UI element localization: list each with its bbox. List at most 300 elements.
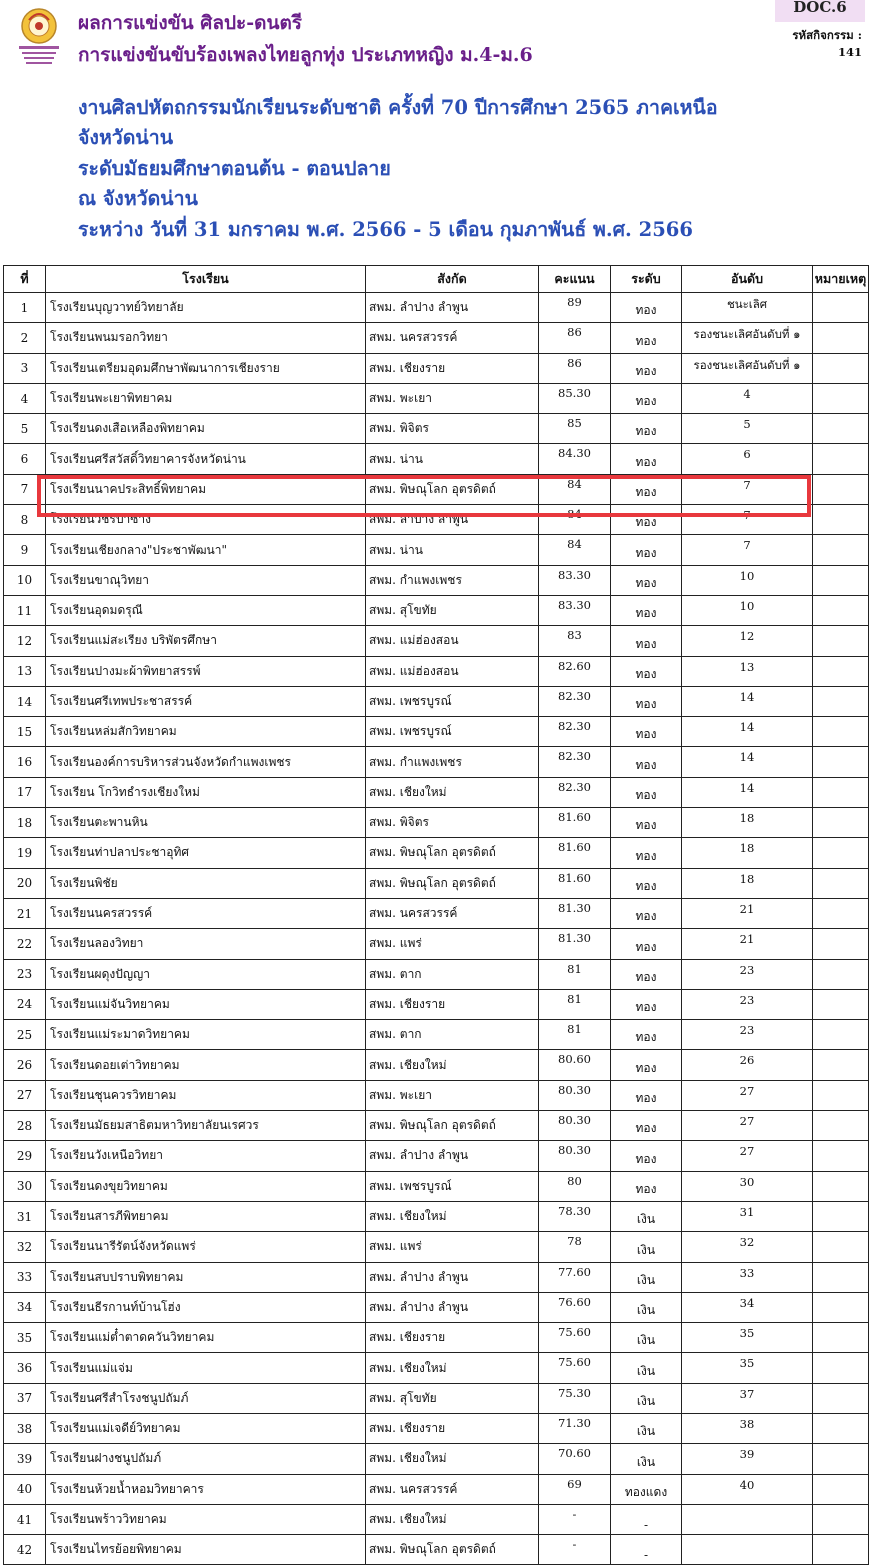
cell-rank: 18	[682, 868, 813, 898]
cell-note	[813, 414, 869, 444]
cell-score: 84	[539, 505, 611, 535]
cell-note	[813, 383, 869, 413]
cell-level: ทอง	[611, 686, 682, 716]
cell-school: โรงเรียนธีรกานท์บ้านโฮ่ง	[46, 1292, 366, 1322]
cell-rank: 7	[682, 535, 813, 565]
cell-score: -	[539, 1504, 611, 1534]
cell-affiliation: สพม. เชียงราย	[366, 353, 539, 383]
cell-score: 69	[539, 1474, 611, 1504]
cell-note	[813, 1171, 869, 1201]
cell-school: โรงเรียนดงขุยวิทยาคม	[46, 1171, 366, 1201]
cell-rank	[682, 1535, 813, 1565]
cell-level: ทอง	[611, 989, 682, 1019]
cell-school: โรงเรียนแม่เจดีย์วิทยาคม	[46, 1413, 366, 1443]
cell-score: 80.30	[539, 1080, 611, 1110]
cell-school: โรงเรียนตะพานหิน	[46, 808, 366, 838]
cell-score: 82.60	[539, 656, 611, 686]
cell-affiliation: สพม. แม่ฮ่องสอน	[366, 656, 539, 686]
cell-level: ทอง	[611, 808, 682, 838]
table-row	[4, 505, 869, 535]
cell-school: โรงเรียนศรีสำโรงชนูปถัมภ์	[46, 1383, 366, 1413]
cell-score: 81.60	[539, 808, 611, 838]
cell-level: ทอง	[611, 595, 682, 625]
cell-school: โรงเรียนไทรย้อยพิทยาคม	[46, 1535, 366, 1565]
cell-level: ทอง	[611, 717, 682, 747]
table-row	[4, 1201, 869, 1231]
activity-code-label: รหัสกิจกรรม :	[792, 28, 862, 42]
cell-rank: 21	[682, 898, 813, 928]
cell-score: 84	[539, 535, 611, 565]
cell-level: เงิน	[611, 1383, 682, 1413]
cell-affiliation: สพม. นครสวรรค์	[366, 323, 539, 353]
cell-score: 82.30	[539, 747, 611, 777]
cell-no: 28	[4, 1111, 46, 1141]
cell-affiliation: สพม. ลำปาง ลำพูน	[366, 293, 539, 323]
cell-rank: 7	[682, 474, 813, 504]
cell-affiliation: สพม. เชียงใหม่	[366, 1504, 539, 1534]
cell-affiliation: สพม. นครสวรรค์	[366, 1474, 539, 1504]
cell-affiliation: สพม. แพร่	[366, 929, 539, 959]
cell-note	[813, 565, 869, 595]
cell-level: ทอง	[611, 1111, 682, 1141]
cell-school: โรงเรียนอุดมดรุณี	[46, 595, 366, 625]
cell-no: 13	[4, 656, 46, 686]
cell-no: 32	[4, 1232, 46, 1262]
table-row	[4, 1171, 869, 1201]
table-row	[4, 1383, 869, 1413]
cell-score: 81	[539, 959, 611, 989]
cell-no: 23	[4, 959, 46, 989]
cell-no: 38	[4, 1413, 46, 1443]
cell-level: เงิน	[611, 1323, 682, 1353]
cell-rank: 33	[682, 1262, 813, 1292]
cell-note	[813, 1353, 869, 1383]
table-row	[4, 1262, 869, 1292]
cell-affiliation: สพม. น่าน	[366, 444, 539, 474]
cell-score: 85	[539, 414, 611, 444]
cell-note	[813, 1474, 869, 1504]
cell-note	[813, 293, 869, 323]
cell-affiliation: สพม. ตาก	[366, 959, 539, 989]
cell-no: 4	[4, 383, 46, 413]
table-row	[4, 1141, 869, 1171]
cell-affiliation: สพม. แม่ฮ่องสอน	[366, 626, 539, 656]
cell-note	[813, 898, 869, 928]
cell-rank: 13	[682, 656, 813, 686]
cell-level: ทองแดง	[611, 1474, 682, 1504]
cell-level: ทอง	[611, 626, 682, 656]
cell-school: โรงเรียนศรีเทพประชาสรรค์	[46, 686, 366, 716]
cell-affiliation: สพม. เชียงใหม่	[366, 1201, 539, 1231]
results-table	[3, 265, 869, 1565]
cell-affiliation: สพม. เชียงใหม่	[366, 1353, 539, 1383]
cell-score: 80.30	[539, 1111, 611, 1141]
cell-rank: 23	[682, 959, 813, 989]
cell-level: ทอง	[611, 1050, 682, 1080]
cell-affiliation: สพม. กำแพงเพชร	[366, 565, 539, 595]
cell-note	[813, 777, 869, 807]
cell-score: 81.60	[539, 868, 611, 898]
table-row	[4, 1292, 869, 1322]
cell-rank: 18	[682, 808, 813, 838]
cell-note	[813, 1262, 869, 1292]
header-rank: อันดับ	[682, 266, 813, 293]
cell-level: ทอง	[611, 898, 682, 928]
event-dates: ระหว่าง วันที่ 31 มกราคม พ.ศ. 2566 - 5 เดือน กุมภาพันธ์ พ.ศ. 2566	[78, 218, 693, 241]
cell-no: 39	[4, 1444, 46, 1474]
doc-badge: DOC.6	[775, 0, 865, 22]
cell-no: 22	[4, 929, 46, 959]
table-row	[4, 808, 869, 838]
cell-level: เงิน	[611, 1444, 682, 1474]
cell-no: 18	[4, 808, 46, 838]
cell-no: 5	[4, 414, 46, 444]
cell-no: 26	[4, 1050, 46, 1080]
cell-level: ทอง	[611, 474, 682, 504]
cell-rank: รองชนะเลิศอันดับที่ ๑	[682, 353, 813, 383]
cell-score: 75.60	[539, 1323, 611, 1353]
cell-rank: ชนะเลิศ	[682, 293, 813, 323]
table-row	[4, 1474, 869, 1504]
cell-no: 42	[4, 1535, 46, 1565]
cell-note	[813, 1535, 869, 1565]
cell-score: 75.60	[539, 1353, 611, 1383]
cell-score: 83.30	[539, 595, 611, 625]
header-level: ระดับ	[611, 266, 682, 293]
cell-score: 81.30	[539, 898, 611, 928]
cell-rank: 14	[682, 747, 813, 777]
table-row	[4, 1353, 869, 1383]
cell-note	[813, 717, 869, 747]
cell-note	[813, 929, 869, 959]
cell-level: ทอง	[611, 747, 682, 777]
cell-affiliation: สพม. น่าน	[366, 535, 539, 565]
cell-school: โรงเรียนวังเหนือวิทยา	[46, 1141, 366, 1171]
cell-note	[813, 1504, 869, 1534]
cell-level: เงิน	[611, 1262, 682, 1292]
table-row	[4, 1323, 869, 1353]
header-note: หมายเหตุ	[813, 266, 869, 293]
cell-affiliation: สพม. สุโขทัย	[366, 595, 539, 625]
cell-note	[813, 1080, 869, 1110]
table-row	[4, 323, 869, 353]
cell-rank: 18	[682, 838, 813, 868]
cell-school: โรงเรียนองค์การบริหารส่วนจังหวัดกำแพงเพชร	[46, 747, 366, 777]
cell-rank: 10	[682, 565, 813, 595]
cell-note	[813, 353, 869, 383]
cell-note	[813, 535, 869, 565]
cell-affiliation: สพม. เชียงราย	[366, 989, 539, 1019]
cell-school: โรงเรียนสบปราบพิทยาคม	[46, 1262, 366, 1292]
cell-rank: 38	[682, 1413, 813, 1443]
cell-rank: 5	[682, 414, 813, 444]
table-row	[4, 444, 869, 474]
cell-school: โรงเรียนดอยเต่าวิทยาคม	[46, 1050, 366, 1080]
table-row	[4, 353, 869, 383]
cell-rank	[682, 1504, 813, 1534]
cell-rank: 23	[682, 989, 813, 1019]
cell-school: โรงเรียนแม่สะเรียง บริพัตรศึกษา	[46, 626, 366, 656]
cell-score: 86	[539, 323, 611, 353]
table-row	[4, 626, 869, 656]
table-row	[4, 717, 869, 747]
cell-score: -	[539, 1535, 611, 1565]
activity-code-value: 141	[837, 45, 862, 59]
cell-note	[813, 1201, 869, 1231]
table-row	[4, 898, 869, 928]
cell-rank: 14	[682, 717, 813, 747]
table-row	[4, 1535, 869, 1565]
cell-note	[813, 1232, 869, 1262]
cell-score: 85.30	[539, 383, 611, 413]
cell-level: ทอง	[611, 414, 682, 444]
cell-score: 84	[539, 474, 611, 504]
cell-note	[813, 444, 869, 474]
table-row	[4, 565, 869, 595]
cell-no: 17	[4, 777, 46, 807]
cell-note	[813, 1020, 869, 1050]
cell-rank: 34	[682, 1292, 813, 1322]
cell-no: 41	[4, 1504, 46, 1534]
cell-rank: 37	[682, 1383, 813, 1413]
cell-no: 12	[4, 626, 46, 656]
cell-no: 16	[4, 747, 46, 777]
cell-rank: 26	[682, 1050, 813, 1080]
table-row	[4, 777, 869, 807]
cell-no: 25	[4, 1020, 46, 1050]
cell-affiliation: สพม. พิษณุโลก อุตรดิตถ์	[366, 474, 539, 504]
cell-rank: 27	[682, 1141, 813, 1171]
cell-note	[813, 747, 869, 777]
cell-school: โรงเรียนท่าปลาประชาอุทิศ	[46, 838, 366, 868]
cell-level: ทอง	[611, 1020, 682, 1050]
cell-school: โรงเรียนลองวิทยา	[46, 929, 366, 959]
cell-rank: 27	[682, 1080, 813, 1110]
cell-level: เงิน	[611, 1232, 682, 1262]
cell-note	[813, 959, 869, 989]
competition-logo	[14, 6, 64, 66]
cell-no: 27	[4, 1080, 46, 1110]
cell-affiliation: สพม. พิจิตร	[366, 414, 539, 444]
cell-affiliation: สพม. ลำปาง ลำพูน	[366, 1292, 539, 1322]
cell-school: โรงเรียนขาณุวิทยา	[46, 565, 366, 595]
cell-score: 82.30	[539, 777, 611, 807]
cell-affiliation: สพม. ตาก	[366, 1020, 539, 1050]
table-row	[4, 1504, 869, 1534]
cell-rank: 14	[682, 777, 813, 807]
cell-rank: 12	[682, 626, 813, 656]
cell-no: 21	[4, 898, 46, 928]
cell-score: 70.60	[539, 1444, 611, 1474]
cell-school: โรงเรียนพร้าววิทยาคม	[46, 1504, 366, 1534]
cell-affiliation: สพม. ลำปาง ลำพูน	[366, 505, 539, 535]
cell-school: โรงเรียนบุญวาทย์วิทยาลัย	[46, 293, 366, 323]
table-row	[4, 929, 869, 959]
cell-rank: 31	[682, 1201, 813, 1231]
cell-no: 3	[4, 353, 46, 383]
cell-no: 30	[4, 1171, 46, 1201]
cell-affiliation: สพม. พะเยา	[366, 383, 539, 413]
cell-no: 24	[4, 989, 46, 1019]
cell-score: 81.60	[539, 838, 611, 868]
table-row	[4, 474, 869, 504]
cell-school: โรงเรียนพิชัย	[46, 868, 366, 898]
cell-level: ทอง	[611, 868, 682, 898]
cell-no: 37	[4, 1383, 46, 1413]
cell-no: 1	[4, 293, 46, 323]
cell-school: โรงเรียนฝางชนูปถัมภ์	[46, 1444, 366, 1474]
cell-rank: 14	[682, 686, 813, 716]
contest-title: การแข่งขันขับร้องเพลงไทยลูกทุ่ง ประเภทหญิง ม.4-ม.6	[78, 44, 533, 66]
cell-affiliation: สพม. แพร่	[366, 1232, 539, 1262]
cell-rank: 4	[682, 383, 813, 413]
table-row	[4, 1111, 869, 1141]
cell-level: ทอง	[611, 1141, 682, 1171]
cell-no: 20	[4, 868, 46, 898]
cell-no: 19	[4, 838, 46, 868]
cell-score: 76.60	[539, 1292, 611, 1322]
cell-affiliation: สพม. พิษณุโลก อุตรดิตถ์	[366, 868, 539, 898]
header-score: คะแนน	[539, 266, 611, 293]
table-row	[4, 989, 869, 1019]
cell-no: 11	[4, 595, 46, 625]
cell-note	[813, 1050, 869, 1080]
cell-score: 82.30	[539, 686, 611, 716]
table-row	[4, 1020, 869, 1050]
cell-score: 81	[539, 1020, 611, 1050]
cell-no: 35	[4, 1323, 46, 1353]
cell-score: 81	[539, 989, 611, 1019]
cell-affiliation: สพม. สุโขทัย	[366, 1383, 539, 1413]
table-row	[4, 1413, 869, 1443]
table-row	[4, 1080, 869, 1110]
cell-rank: 6	[682, 444, 813, 474]
cell-rank: รองชนะเลิศอันดับที่ ๑	[682, 323, 813, 353]
cell-affiliation: สพม. เชียงใหม่	[366, 1444, 539, 1474]
cell-school: โรงเรียนแม่ระมาดวิทยาคม	[46, 1020, 366, 1050]
cell-note	[813, 505, 869, 535]
cell-affiliation: สพม. ลำปาง ลำพูน	[366, 1141, 539, 1171]
cell-no: 33	[4, 1262, 46, 1292]
cell-no: 2	[4, 323, 46, 353]
cell-score: 86	[539, 353, 611, 383]
cell-school: โรงเรียนเตรียมอุดมศึกษาพัฒนาการเชียงราย	[46, 353, 366, 383]
cell-level: ทอง	[611, 777, 682, 807]
cell-level: เงิน	[611, 1201, 682, 1231]
cell-school: โรงเรียนผดุงปัญญา	[46, 959, 366, 989]
cell-note	[813, 686, 869, 716]
cell-school: โรงเรียนชุนควรวิทยาคม	[46, 1080, 366, 1110]
table-row	[4, 383, 869, 413]
cell-score: 80.60	[539, 1050, 611, 1080]
cell-level: ทอง	[611, 1080, 682, 1110]
table-row	[4, 959, 869, 989]
cell-school: โรงเรียนนาคประสิทธิ์พิทยาคม	[46, 474, 366, 504]
cell-level: ทอง	[611, 505, 682, 535]
cell-score: 78.30	[539, 1201, 611, 1231]
cell-school: โรงเรียนดงเสือเหลืองพิทยาคม	[46, 414, 366, 444]
cell-score: 84.30	[539, 444, 611, 474]
cell-school: โรงเรียน โกวิทธำรงเชียงใหม่	[46, 777, 366, 807]
cell-score: 83.30	[539, 565, 611, 595]
cell-no: 29	[4, 1141, 46, 1171]
cell-score: 77.60	[539, 1262, 611, 1292]
cell-no: 8	[4, 505, 46, 535]
cell-affiliation: สพม. เชียงใหม่	[366, 1050, 539, 1080]
cell-school: โรงเรียนศรีสวัสดิ์วิทยาคารจังหวัดน่าน	[46, 444, 366, 474]
cell-affiliation: สพม. เพชรบูรณ์	[366, 686, 539, 716]
cell-score: 71.30	[539, 1413, 611, 1443]
cell-level: ทอง	[611, 353, 682, 383]
cell-note	[813, 626, 869, 656]
cell-rank: 30	[682, 1171, 813, 1201]
cell-school: โรงเรียนสารภีพิทยาคม	[46, 1201, 366, 1231]
cell-score: 83	[539, 626, 611, 656]
cell-school: โรงเรียนแม่ต๋ำตาดควันวิทยาคม	[46, 1323, 366, 1353]
cell-school: โรงเรียนวชิรป่าซาง	[46, 505, 366, 535]
cell-level: ทอง	[611, 838, 682, 868]
cell-affiliation: สพม. พิษณุโลก อุตรดิตถ์	[366, 1111, 539, 1141]
cell-note	[813, 474, 869, 504]
cell-rank: 40	[682, 1474, 813, 1504]
cell-rank: 39	[682, 1444, 813, 1474]
cell-note	[813, 868, 869, 898]
cell-level: ทอง	[611, 959, 682, 989]
cell-affiliation: สพม. เชียงราย	[366, 1323, 539, 1353]
cell-note	[813, 1111, 869, 1141]
cell-affiliation: สพม. เพชรบูรณ์	[366, 717, 539, 747]
cell-school: โรงเรียนปางมะผ้าพิทยาสรรพ์	[46, 656, 366, 686]
cell-level: ทอง	[611, 1171, 682, 1201]
cell-note	[813, 1141, 869, 1171]
cell-school: โรงเรียนหล่มสักวิทยาคม	[46, 717, 366, 747]
cell-affiliation: สพม. เพชรบูรณ์	[366, 1171, 539, 1201]
cell-note	[813, 989, 869, 1019]
cell-note	[813, 323, 869, 353]
cell-no: 14	[4, 686, 46, 716]
header-no: ที่	[4, 266, 46, 293]
cell-level: ทอง	[611, 929, 682, 959]
cell-no: 40	[4, 1474, 46, 1504]
cell-affiliation: สพม. พิษณุโลก อุตรดิตถ์	[366, 838, 539, 868]
cell-rank: 21	[682, 929, 813, 959]
cell-school: โรงเรียนมัธยมสาธิตมหาวิทยาลัยนเรศวร	[46, 1111, 366, 1141]
cell-school: โรงเรียนแม่จันวิทยาคม	[46, 989, 366, 1019]
event-province: จังหวัดน่าน	[78, 126, 174, 149]
cell-note	[813, 1323, 869, 1353]
cell-level: ทอง	[611, 444, 682, 474]
cell-rank: 32	[682, 1232, 813, 1262]
cell-level: ทอง	[611, 383, 682, 413]
cell-school: โรงเรียนนารีรัตน์จังหวัดแพร่	[46, 1232, 366, 1262]
table-row	[4, 838, 869, 868]
cell-score: 82.30	[539, 717, 611, 747]
cell-no: 31	[4, 1201, 46, 1231]
table-row	[4, 868, 869, 898]
table-row	[4, 1444, 869, 1474]
cell-rank: 10	[682, 595, 813, 625]
cell-no: 34	[4, 1292, 46, 1322]
cell-score: 80	[539, 1171, 611, 1201]
cell-note	[813, 1413, 869, 1443]
cell-score: 75.30	[539, 1383, 611, 1413]
cell-affiliation: สพม. พิษณุโลก อุตรดิตถ์	[366, 1535, 539, 1565]
cell-school: โรงเรียนพนมรอกวิทยา	[46, 323, 366, 353]
cell-school: โรงเรียนนครสวรรค์	[46, 898, 366, 928]
table-row	[4, 1232, 869, 1262]
event-venue: ณ จังหวัดน่าน	[78, 187, 198, 210]
cell-level: เงิน	[611, 1413, 682, 1443]
